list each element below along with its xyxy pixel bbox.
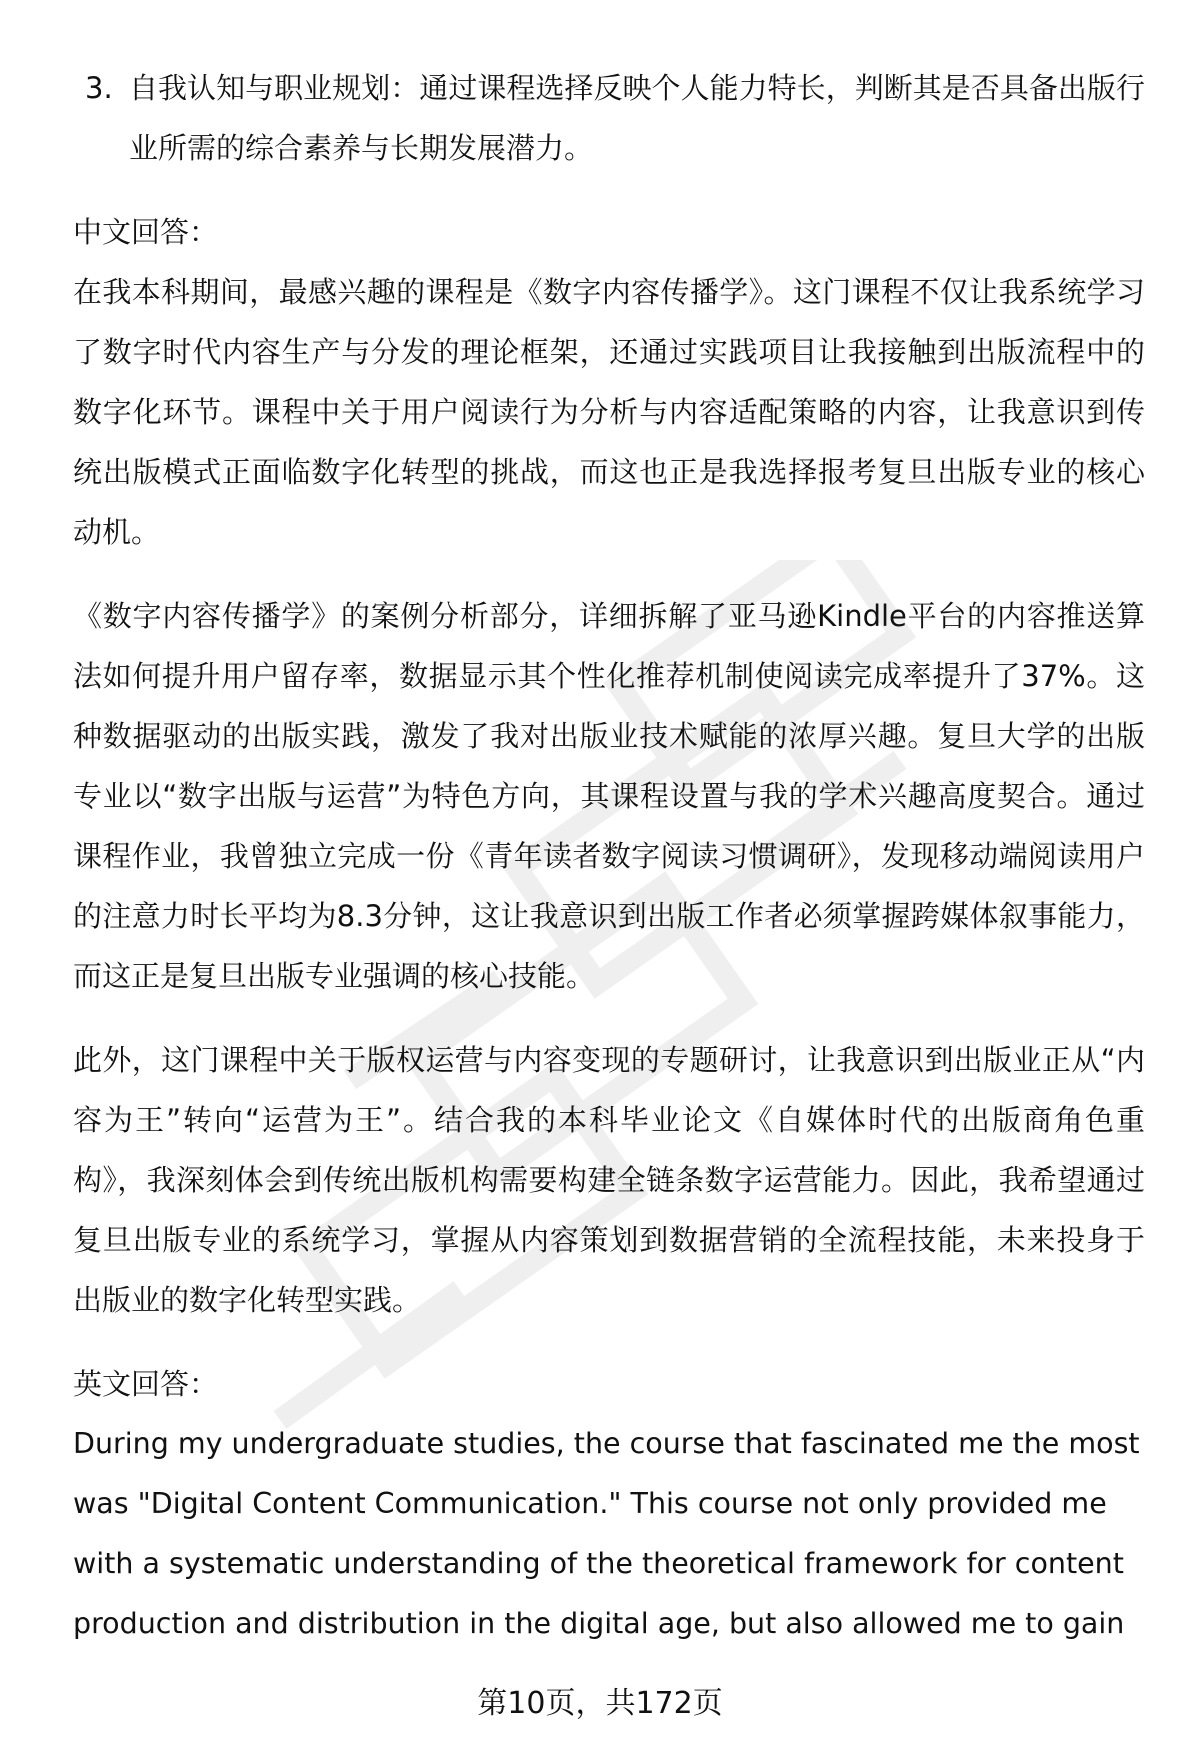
english-paragraph: During my undergraduate studies, the course that fascinated me the most was "Digital Content Communication." This course not only provided me with a systematic understanding of the theoretical framework for content production and distribution in the digital age, but also allowed me to gain	[73, 1427, 1140, 1640]
question-list-item	[73, 58, 1145, 178]
list-item-text: 自我认知与职业规划：通过课程选择反映个人能力特长，判断其是否具备出版行业所需的综合素养与长期发展潜力。	[129, 71, 1145, 165]
chinese-paragraph-1: 在我本科期间，最感兴趣的课程是《数字内容传播学》。这门课程不仅让我系统学习了数字时代内容生产与分发的理论框架，还通过实践项目让我接触到出版流程中的数字化环节。课程中关于用户阅读行为分析与内容适配策略的内容，让我意识到传统出版模式正面临数字化转型的挑战，而这也正是我选择报考复旦出版专业的核心动机。	[73, 275, 1145, 549]
list-number: 3.	[85, 71, 113, 105]
chinese-paragraph-2: 《数字内容传播学》的案例分析部分，详细拆解了亚马逊Kindle平台的内容推送算法如何提升用户留存率，数据显示其个性化推荐机制使阅读完成率提升了37%。这种数据驱动的出版实践，激发了我对出版业技术赋能的浓厚兴趣。复旦大学的出版专业以“数字出版与运营”为特色方向，其课程设置与我的学术兴趣高度契合。通过课程作业，我曾独立完成一份《青年读者数字阅读习惯调研》，发现移动端阅读用户的注意力时长平均为8.3分钟，这让我意识到出版工作者必须掌握跨媒体叙事能力，而这正是复旦出版专业强调的核心技能。	[73, 599, 1145, 993]
page-footer: 第10页，共172页	[477, 1686, 723, 1721]
chinese-paragraph-3: 此外，这门课程中关于版权运营与内容变现的专题研讨，让我意识到出版业正从“内容为王”转向“运营为王”。结合我的本科毕业论文《自媒体时代的出版商角色重构》，我深刻体会到传统出版机构需要构建全链条数字运营能力。因此，我希望通过复旦出版专业的系统学习，掌握从内容策划到数据营销的全流程技能，未来投身于出版业的数字化转型实践。	[73, 1043, 1145, 1317]
chinese-answer-heading: 中文回答：	[73, 215, 219, 249]
document-body	[73, 58, 1145, 1654]
english-answer-heading: 英文回答：	[73, 1367, 219, 1401]
